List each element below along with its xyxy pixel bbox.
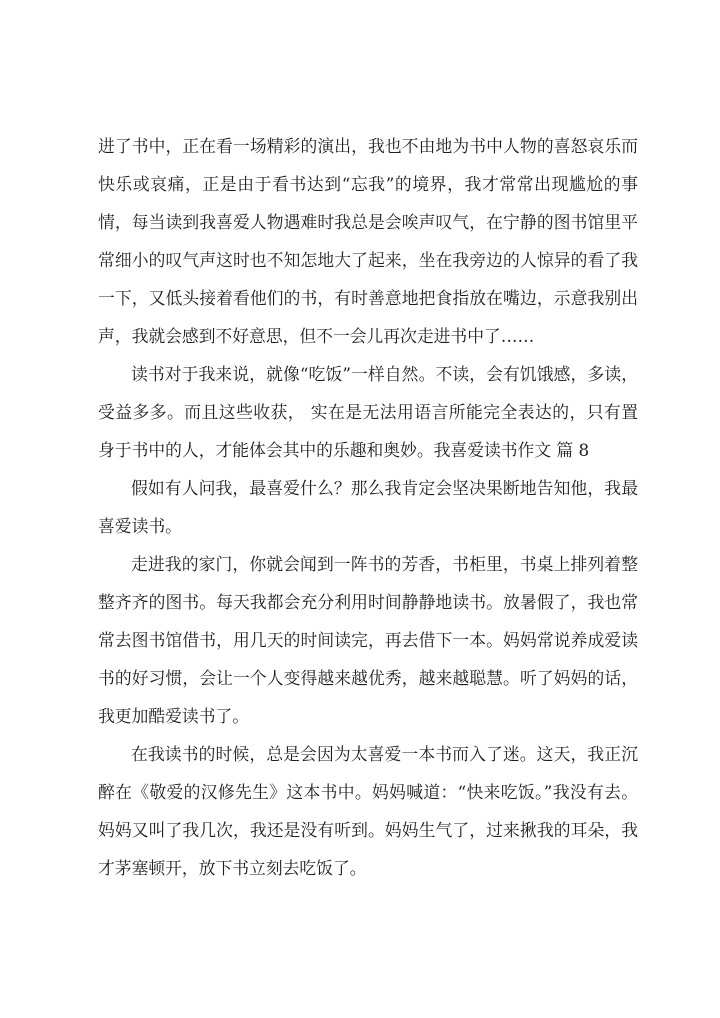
text-line: 常去图书馆借书，用几天的时间读完，再去借下一本。妈妈常说养成爱读 [98, 630, 638, 650]
text-line: 读书对于我来说，就像“吃饭”一样自然。不读，会有饥饿感，多读， [131, 364, 638, 384]
text-line: 身于书中的人，才能体会其中的乐趣和奥妙。我喜爱读书作文 篇 8 [98, 440, 590, 460]
text-line: 进了书中，正在看一场精彩的演出，我也不由地为书中人物的喜怒哀乐而 [98, 136, 638, 156]
text-line: 醉在《敬爱的汉修先生》这本书中。妈妈喊道：“快来吃饭。”我没有去。 [98, 782, 638, 802]
text-line: 快乐或哀痛，正是由于看书达到“忘我”的境界，我才常常出现尴尬的事 [98, 174, 638, 194]
text-line: 喜爱读书。 [98, 516, 182, 536]
text-line: 我更加酷爱读书了。 [98, 706, 250, 726]
text-line: 一下，又低头接着看他们的书，有时善意地把食指放在嘴边，示意我别出 [98, 288, 638, 308]
text-line: 走进我的家门，你就会闻到一阵书的芳香，书柜里，书桌上排列着整 [131, 554, 638, 574]
text-line: 假如有人问我，最喜爱什么？那么我肯定会坚决果断地告知他，我最 [131, 478, 638, 498]
text-line: 受益多多。而且这些收获， 实在是无法用语言所能完全表达的，只有置 [98, 402, 638, 422]
text-line: 才茅塞顿开，放下书立刻去吃饭了。 [98, 858, 367, 878]
text-line: 妈妈又叫了我几次，我还是没有听到。妈妈生气了，过来揪我的耳朵，我 [98, 820, 638, 840]
text-line: 在我读书的时候，总是会因为太喜爱一本书而入了迷。这天，我正沉 [131, 744, 638, 764]
text-line: 书的好习惯，会让一个人变得越来越优秀，越来越聪慧。听了妈妈的话， [98, 668, 638, 688]
text-line: 声，我就会感到不好意思，但不一会儿再次走进书中了…… [98, 326, 535, 346]
text-line: 常细小的叹气声这时也不知怎地大了起来，坐在我旁边的人惊异的看了我 [98, 250, 638, 270]
text-line: 情，每当读到我喜爱人物遇难时我总是会唉声叹气，在宁静的图书馆里平 [98, 212, 638, 232]
text-line: 整齐齐的图书。每天我都会充分利用时间静静地读书。放暑假了，我也常 [98, 592, 638, 612]
